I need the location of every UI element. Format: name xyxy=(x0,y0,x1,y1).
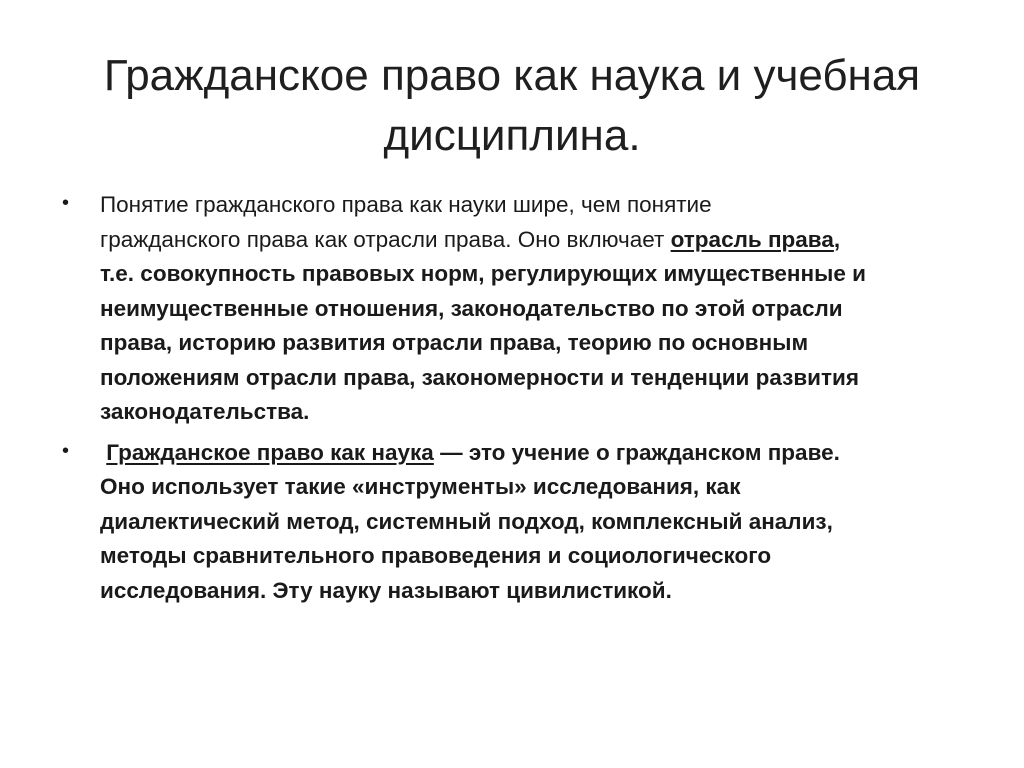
text-line xyxy=(100,223,960,258)
text-line: т.е. совокупность правовых норм, регулирующих имущественные и xyxy=(100,261,866,286)
bullet-item-1 xyxy=(60,188,960,430)
text-line: исследования. Эту науку называют цивилистикой. xyxy=(100,577,672,603)
underlined-term: отрасль права xyxy=(670,226,834,252)
text-line: методы сравнительного правоведения и социологического xyxy=(100,543,772,568)
text-line xyxy=(100,436,960,471)
text-segment: — это учение о гражданском праве. xyxy=(433,439,840,465)
bullet-marker: • xyxy=(62,192,70,214)
bullet-marker: • xyxy=(62,439,70,462)
title-line-2: дисциплина. xyxy=(383,111,641,160)
underlined-term: Гражданское право как наука xyxy=(106,439,434,465)
text-line: законодательства. xyxy=(100,399,310,424)
text-line: Понятие гражданского права как науки шире, чем понятие xyxy=(100,192,712,217)
text-line: диалектический метод, системный подход, комплексный анализ, xyxy=(100,508,833,534)
text-line: неимущественные отношения, законодательство по этой отрасли xyxy=(100,295,843,321)
text-segment: , xyxy=(833,226,841,252)
text-line: Оно использует такие «инструменты» исследования, как xyxy=(100,474,741,499)
bullet-list xyxy=(60,188,960,608)
text-line: права, историю развития отрасли права, теорию по основным xyxy=(100,330,809,355)
title-line-1: Гражданское право как наука и учебная xyxy=(103,51,921,100)
bullet-item-2 xyxy=(60,436,960,609)
text-segment: гражданского права как отрасли права. Оно включает xyxy=(100,226,671,252)
text-line: положениям отрасли права, закономерности и тенденции развития xyxy=(100,364,859,390)
slide-title xyxy=(40,46,984,166)
